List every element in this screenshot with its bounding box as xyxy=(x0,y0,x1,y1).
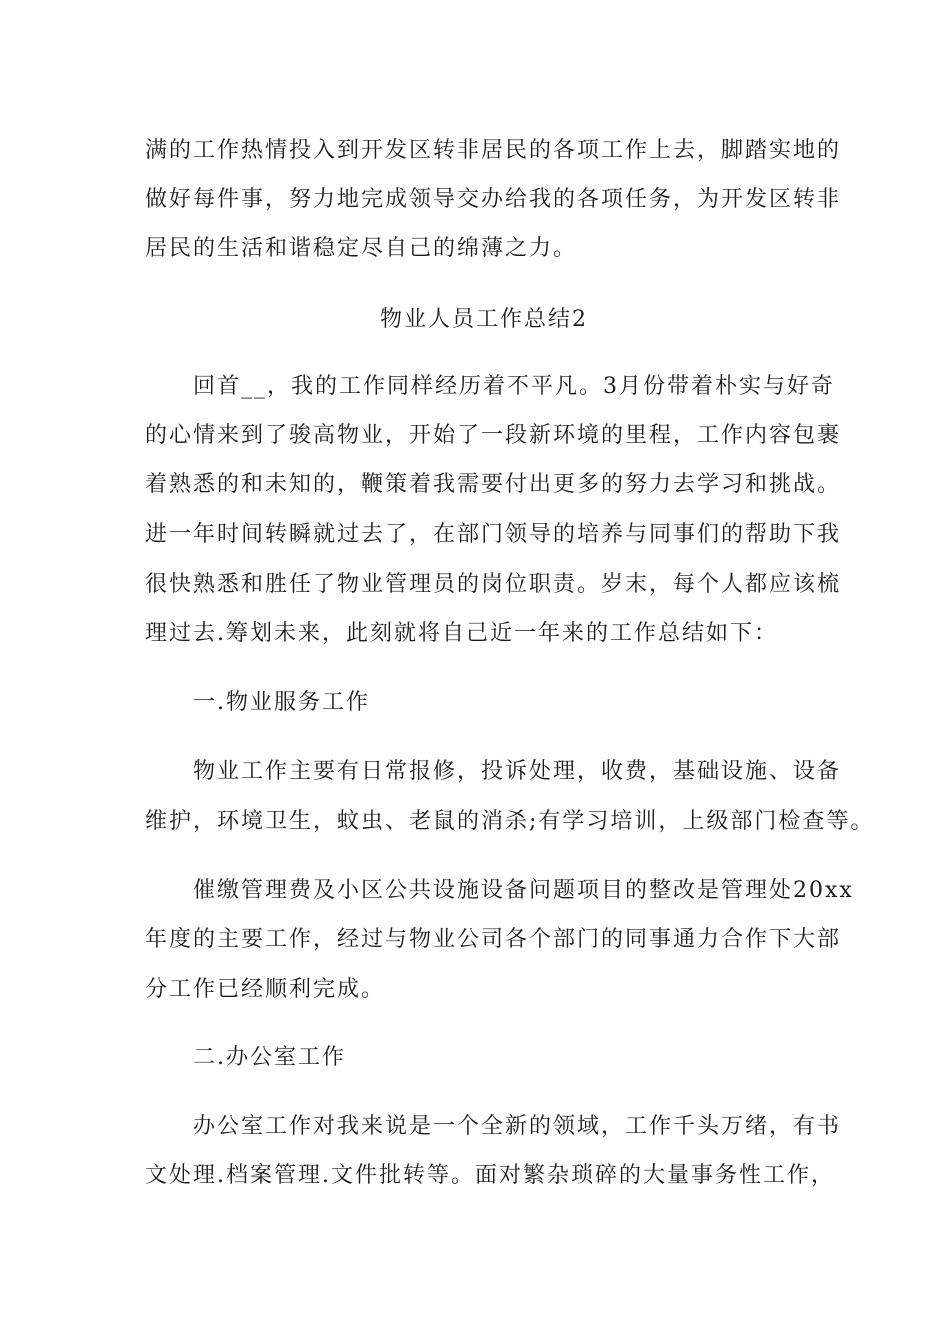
paragraph-line: 做好每件事，努力地完成领导交办给我的各项任务，为开发区转非 xyxy=(145,187,842,212)
paragraph-line: 的心情来到了骏高物业，开始了一段新环境的里程，工作内容包裹 xyxy=(145,423,842,448)
paragraph-line: 办公室工作对我来说是一个全新的领域，工作千头万绪，有书 xyxy=(193,1114,842,1139)
paragraph-line: 着熟悉的和未知的，鞭策着我需要付出更多的努力去学习和挑战。 xyxy=(145,472,842,497)
paragraph-line: 分工作已经顺利完成。 xyxy=(145,977,386,1002)
paragraph-line: 很快熟悉和胜任了物业管理员的岗位职责。岁末，每个人都应该梳 xyxy=(145,572,842,597)
paragraph-line: 回首__，我的工作同样经历着不平凡。3月份带着朴实与好奇 xyxy=(193,374,835,399)
paragraph-line: 进一年时间转瞬就过去了，在部门领导的培养与同事们的帮助下我 xyxy=(145,522,842,547)
paragraph-line: 年度的主要工作，经过与物业公司各个部门的同事通力合作下大部 xyxy=(145,927,842,952)
subheading: 一.物业服务工作 xyxy=(193,690,370,715)
paragraph-line: 催缴管理费及小区公共设施设备问题项目的整改是管理处20xx xyxy=(193,878,854,903)
paragraph-line: 理过去.筹划未来，此刻就将自己近一年来的工作总结如下： xyxy=(145,621,778,646)
section-title: 物业人员工作总结2 xyxy=(380,307,588,332)
paragraph-line: 满的工作热情投入到开发区转非居民的各项工作上去，脚踏实地的 xyxy=(145,138,842,163)
paragraph-line: 物业工作主要有日常报修，投诉处理，收费，基础设施、设备 xyxy=(193,759,842,784)
paragraph-line: 居民的生活和谐稳定尽自己的绵薄之力。 xyxy=(145,236,578,261)
paragraph-line: 文处理.档案管理.文件批转等。面对繁杂琐碎的大量事务性工作， xyxy=(145,1163,835,1188)
subheading: 二.办公室工作 xyxy=(193,1045,346,1070)
paragraph-line: 维护，环境卫生，蚊虫、老鼠的消杀;有学习培训，上级部门检查等。 xyxy=(145,809,875,834)
